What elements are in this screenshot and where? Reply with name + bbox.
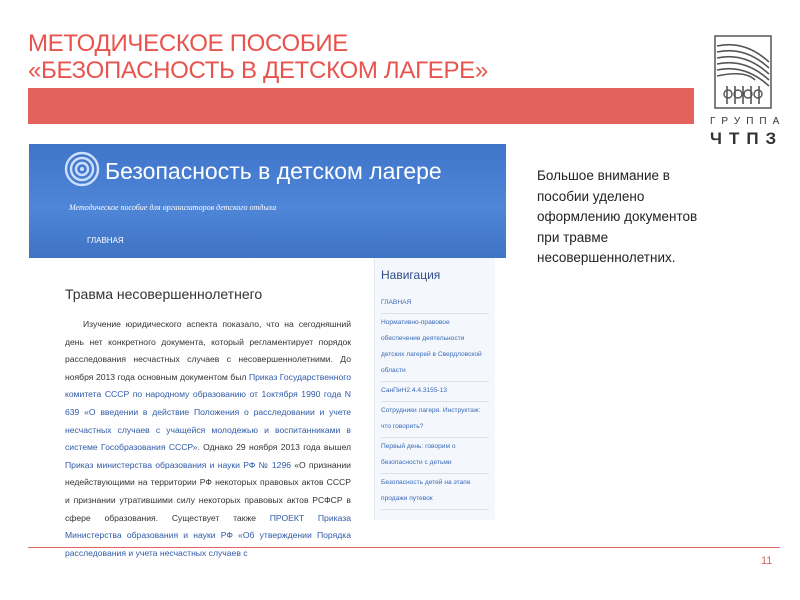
bottom-divider [28,547,780,548]
article-text-part-1: Изучение юридического аспекта показало, что на сегодняшний день нет конкретного документа, который регламентирует порядок расследования несчастных случаев с несовершеннолетними. До ноября 2013 года основным документом был [65,319,351,382]
sidebar-item-home[interactable]: ГЛАВНАЯ [381,294,489,314]
sidebar-item-staff-briefing[interactable]: Сотрудники лагеря. Инструктаж: что говорить? [381,402,489,438]
article-text [65,316,351,562]
company-logo [710,36,786,149]
sidebar-item-first-day[interactable]: Первый день: говорим о безопасности с детьми [381,438,489,474]
article-title: Травма несовершеннолетнего [65,286,263,302]
logo-subtitle: ГРУППА [710,116,786,127]
logo-emblem-icon [715,36,771,108]
article-text-part-3: «О признании недействующими на территории РФ некоторых правовых актов СССР и признании утратившими силу некоторых правовых актов РСФСР в сфере образования. Существует также [65,459,351,523]
article-link-order-1296[interactable]: Приказ министерства образования и науки РФ № 1296 [65,459,292,470]
site-subtitle: Методическое пособие для организаторов детского отдыха [69,203,277,212]
page-number: 11 [761,555,773,567]
site-sidebar [374,258,495,520]
sidebar-item-legal-framework[interactable]: Нормативно-правовое обеспечение деятельности детских лагерей в Свердловской области [381,314,489,382]
sidebar-title: Навигация [381,268,441,282]
logo-name: ЧТПЗ [710,129,784,148]
sidebar-item-sanpin[interactable]: СанПиН2.4.4.3155-13 [381,382,489,402]
site-header [29,144,506,258]
site-body [29,258,506,558]
title-accent-bar [28,88,694,124]
slide-description: Большое внимание в пособии уделено оформлению документов при травме несовершеннолетних. [537,168,698,265]
site-nav-home-link[interactable]: ГЛАВНАЯ [87,236,124,245]
slide-title-line-2: «БЕЗОПАСНОСТЬ В ДЕТСКОМ ЛАГЕРЕ» [28,57,488,84]
site-emblem-icon [65,152,99,186]
slide-title-line-1: МЕТОДИЧЕСКОЕ ПОСОБИЕ [28,30,349,57]
sidebar-nav-list [381,294,489,510]
site-title: Безопасность в детском лагере [105,158,442,184]
website-screenshot [29,144,506,558]
sidebar-item-voucher-sales[interactable]: Безопасность детей на этапе продажи путевок [381,474,489,510]
slide-title [28,30,488,84]
article-link-draft-order[interactable]: ПРОЕКТ Приказа Министерства образования и науки РФ «Об утверждении Порядка расследования и учета несчастных случаев с [65,512,351,558]
article-link-order-639[interactable]: Приказ Государственного комитета СССР по народному образованию от 1октября 1990 года N 639 «О введении в действие Положения о расследовании и учете несчастных случаев с учащейся молодежью и воспитанниками в системе Гособразования СССР» [65,371,352,453]
article-text-part-2: . Однако 29 ноября 2013 года вышел [197,442,351,453]
